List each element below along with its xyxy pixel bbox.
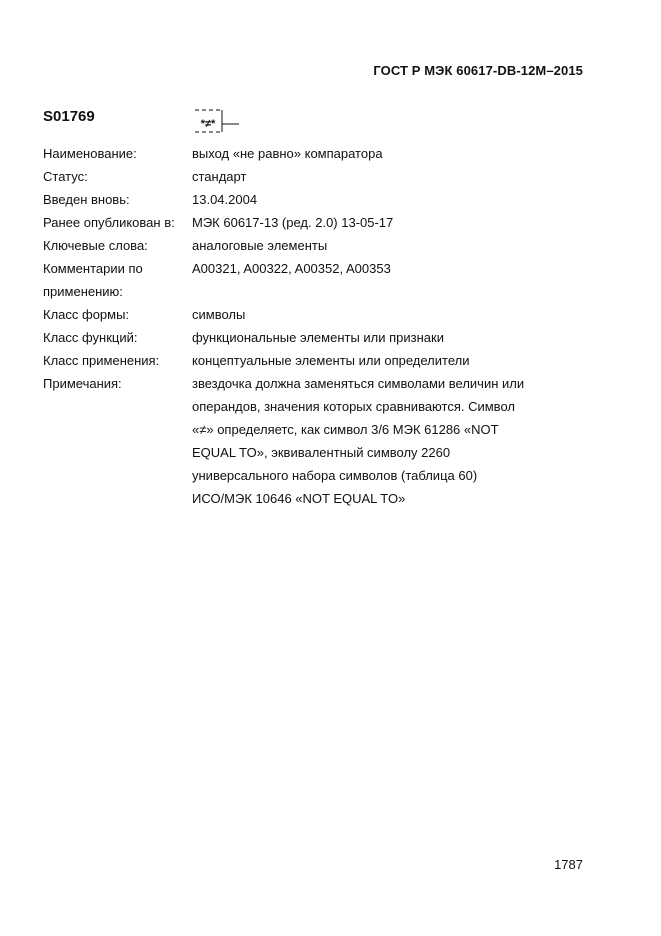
value-line: «≠» определяетс, как символ 3/6 МЭК 61286 «NOT xyxy=(192,422,499,437)
page-number: 1787 xyxy=(554,857,583,872)
value-line: аналоговые элементы xyxy=(192,238,328,253)
attribute-list xyxy=(43,142,563,510)
field-label: Ключевые слова: xyxy=(43,238,148,253)
field-introduced xyxy=(43,188,563,211)
value-line: операндов, значения которых сравниваются. Символ xyxy=(192,399,515,414)
field-notes xyxy=(43,372,563,510)
field-name xyxy=(43,142,563,165)
field-value xyxy=(192,303,563,326)
value-line: звездочка должна заменяться символами величин или xyxy=(192,376,525,391)
field-label: Наименование: xyxy=(43,146,137,161)
field-keywords xyxy=(43,234,563,257)
field-label: Статус: xyxy=(43,169,88,184)
value-line: A00321, A00322, A00352, A00353 xyxy=(192,261,391,276)
field-application-class xyxy=(43,349,563,372)
value-line: стандарт xyxy=(192,169,247,184)
standard-designation: ГОСТ Р МЭК 60617-DB-12M–2015 xyxy=(373,63,583,78)
field-value xyxy=(192,326,563,349)
symbol-id: S01769 xyxy=(43,108,95,125)
field-status xyxy=(43,165,563,188)
field-value xyxy=(192,211,563,234)
value-line: МЭК 60617-13 (ред. 2.0) 13-05-17 xyxy=(192,215,394,230)
field-value xyxy=(192,372,563,510)
field-previously-published xyxy=(43,211,563,234)
field-value xyxy=(192,165,563,188)
field-value xyxy=(192,234,563,257)
field-label: Ранее опубликован в: xyxy=(43,215,175,230)
field-value xyxy=(192,257,563,303)
value-line: универсального набора символов (таблица 60) xyxy=(192,468,478,483)
field-value xyxy=(192,188,563,211)
field-label: Комментарии по применению: xyxy=(43,261,143,299)
value-line: EQUAL TO», эквивалентный символу 2260 xyxy=(192,445,451,460)
comparator-symbol-graphic xyxy=(193,106,243,141)
field-label: Примечания: xyxy=(43,376,122,391)
value-line: выход «не равно» компаратора xyxy=(192,146,383,161)
field-label: Класс формы: xyxy=(43,307,130,322)
field-function-class xyxy=(43,326,563,349)
field-label: Введен вновь: xyxy=(43,192,130,207)
field-application-comments xyxy=(43,257,563,303)
value-line: функциональные элементы или признаки xyxy=(192,330,444,345)
field-shape-class xyxy=(43,303,563,326)
value-line: ИСО/МЭК 10646 «NOT EQUAL TO» xyxy=(192,491,406,506)
field-value xyxy=(192,349,563,372)
value-line: 13.04.2004 xyxy=(192,192,258,207)
value-line: символы xyxy=(192,307,246,322)
symbol-glyph: *≠* xyxy=(200,118,216,130)
value-line: концептуальные элементы или определители xyxy=(192,353,470,368)
field-label: Класс применения: xyxy=(43,353,160,368)
field-value xyxy=(192,142,563,165)
field-label: Класс функций: xyxy=(43,330,138,345)
comparator-output-icon xyxy=(193,106,243,136)
